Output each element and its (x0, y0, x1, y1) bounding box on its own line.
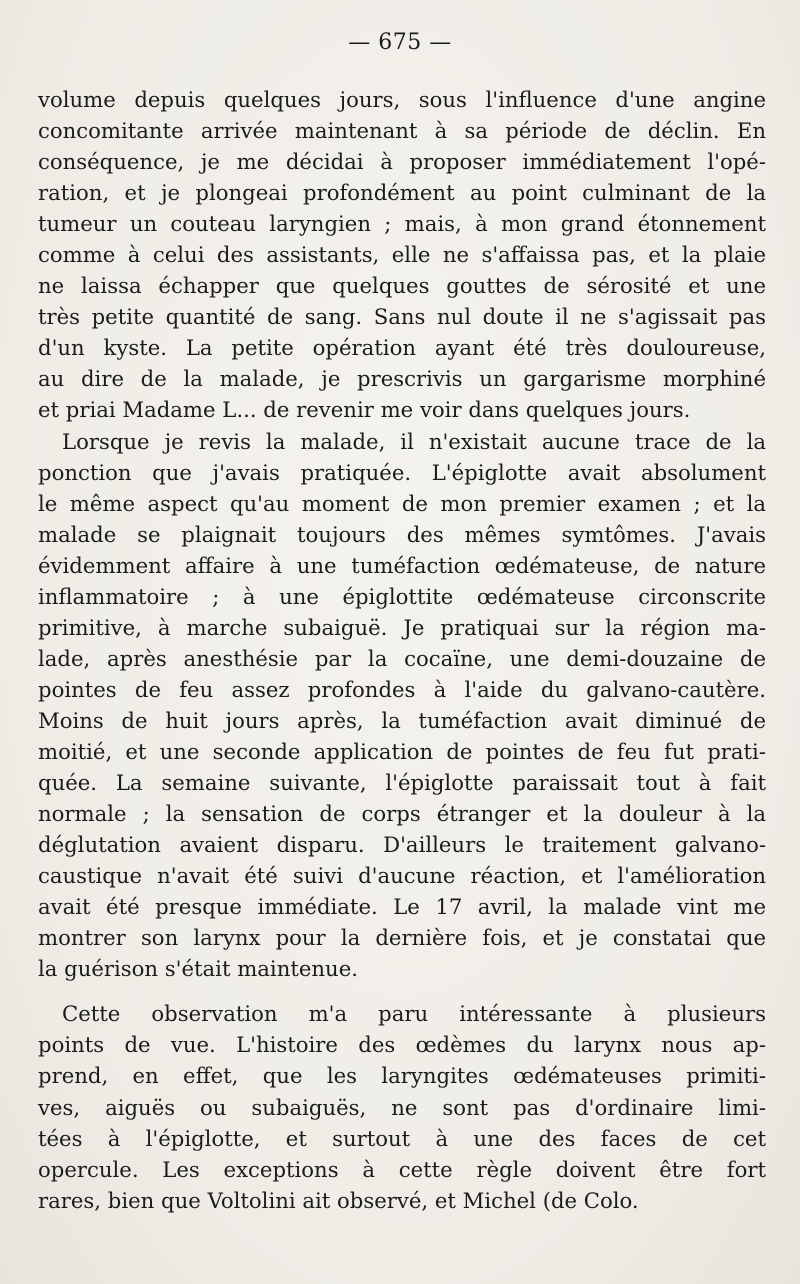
text-line: primitive, à marche subaiguë. Je pratiquai sur la région ma- (38, 614, 766, 640)
paragraph (38, 426, 766, 985)
text-line: le même aspect qu'au moment de mon premier examen ; et la (38, 490, 766, 516)
paragraph (38, 84, 766, 426)
text-line: rares, bien que Voltolini ait observé, et Michel (de Colo. (38, 1187, 639, 1213)
text-line: ne laissa échapper que quelques gouttes de sérosité et une (38, 273, 766, 299)
text-line: très petite quantité de sang. Sans nul doute il ne s'agissait pas (38, 304, 766, 330)
page-number: — 675 — (348, 30, 452, 55)
text-line: Moins de huit jours après, la tuméfaction avait diminué de (38, 707, 766, 733)
text-line: pointes de feu assez profondes à l'aide du galvano-cautère. (38, 676, 766, 702)
text-line: volume depuis quelques jours, sous l'influence d'une angine (38, 87, 766, 112)
text-line: ponction que j'avais pratiquée. L'épiglotte avait absolument (38, 459, 766, 485)
text-line: déglutation avaient disparu. D'ailleurs le traitement galvano- (38, 832, 766, 858)
text-line: quée. La semaine suivante, l'épiglotte paraissait tout à fait (38, 770, 766, 796)
paragraph (38, 998, 766, 1215)
text-line: opercule. Les exceptions à cette règle doivent être fort (38, 1156, 766, 1182)
text-line: ration, et je plongeai profondément au point culminant de la (38, 180, 766, 206)
text-line: conséquence, je me décidai à proposer immédiatement l'opé- (38, 149, 766, 175)
text-line: ves, aiguës ou subaiguës, ne sont pas d'ordinaire limi- (38, 1094, 766, 1120)
text-line: prend, en effet, que les laryngites œdémateuses primiti- (38, 1063, 766, 1089)
text-line: moitié, et une seconde application de pointes de feu fut prati- (38, 738, 766, 764)
text-line: normale ; la sensation de corps étranger et la douleur à la (38, 801, 766, 827)
text-line: avait été presque immédiate. Le 17 avril, la malade vint me (38, 894, 766, 920)
body-text (38, 84, 766, 1216)
text-line: caustique n'avait été suivi d'aucune réaction, et l'amélioration (38, 863, 766, 889)
text-line: et priai Madame L... de revenir me voir dans quelques jours. (38, 397, 691, 423)
text-line: Cette observation m'a paru intéressante à plusieurs (62, 1001, 766, 1027)
text-line: montrer son larynx pour la dernière fois, et je constatai que (38, 925, 766, 951)
text-line: évidemment affaire à une tuméfaction œdémateuse, de nature (38, 552, 766, 578)
text-line: au dire de la malade, je prescrivis un gargarisme morphiné (38, 366, 766, 392)
text-line: tumeur un couteau laryngien ; mais, à mon grand étonnement (38, 211, 766, 237)
text-line: lade, après anesthésie par la cocaïne, une demi-douzaine de (38, 645, 766, 671)
text-line: la guérison s'était maintenue. (38, 956, 358, 982)
text-line: malade se plaignait toujours des mêmes symtômes. J'avais (38, 521, 766, 547)
text-line: inflammatoire ; à une épiglottite œdémateuse circonscrite (38, 583, 766, 609)
text-line: concomitante arrivée maintenant à sa période de déclin. En (38, 118, 766, 144)
text-line: points de vue. L'histoire des œdèmes du larynx nous ap- (38, 1032, 766, 1058)
text-line: comme à celui des assistants, elle ne s'affaissa pas, et la plaie (38, 242, 766, 268)
paragraph-gap (38, 984, 766, 998)
text-line: tées à l'épiglotte, et surtout à une des faces de cet (38, 1125, 766, 1151)
text-line: Lorsque je revis la malade, il n'existait aucune trace de la (62, 428, 766, 454)
text-line: d'un kyste. La petite opération ayant été très douloureuse, (38, 335, 766, 361)
